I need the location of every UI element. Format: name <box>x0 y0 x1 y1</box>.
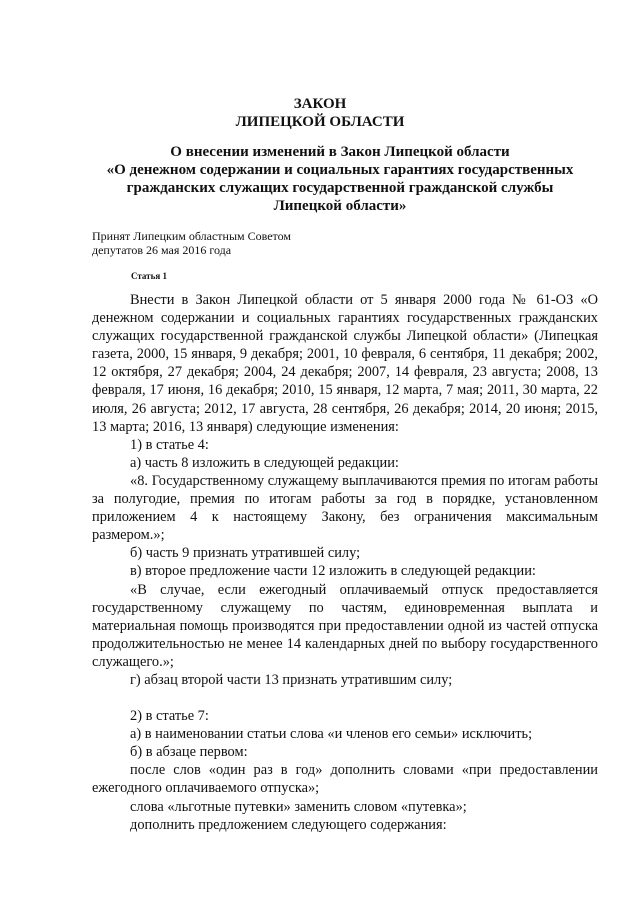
paragraph: слова «льготные путевки» заменить словом «путевка»; <box>130 798 467 815</box>
paragraph: а) в наименовании статьи слова «и членов его семьи» исключить; <box>130 726 533 743</box>
paragraph: в) второе предложение части 12 изложить в следующей редакции: <box>130 563 536 580</box>
subtitle-line: Липецкой области» <box>273 198 407 214</box>
paragraph: б) часть 9 признать утратившей силу; <box>130 545 361 562</box>
paragraph: «В случае, если ежегодный оплачиваемый отпуск предоставляется государственному служащему по частям, единовременная выплата и материальная помощь производятся при предоставлении одной из частей отпуска продолжительностью не менее 14 календарных дней по выбору государственного служащего.»; <box>92 581 598 670</box>
adoption-line: Принят Липецким областным Советом <box>92 229 291 243</box>
region-title: ЛИПЕЦКОЙ ОБЛАСТИ <box>235 114 405 130</box>
law-heading <box>0 95 640 131</box>
subtitle-line: «О денежном содержании и социальных гарантиях государственных <box>106 162 574 178</box>
spacer <box>92 689 598 707</box>
paragraph: б) в абзаце первом: <box>130 744 248 761</box>
law-title: ЗАКОН <box>293 96 347 112</box>
paragraph: Внести в Закон Липецкой области от 5 января 2000 года № 61-ОЗ «О денежном содержании и социальных гарантиях государственных гражданских служащих государственной гражданской службы Липецкой области» (Липецкая газета, 2000, 15 января, 9 декабря; 2001, 10 февраля, 6 сентября, 11 декабря; 2002, 12 октября, 27 декабря; 2004, 24 декабря; 2007, 14 февраля, 23 августа; 2008, 13 февраля, 17 июня, 16 декабря; 2010, 15 января, 12 марта, 7 мая; 2011, 30 марта, 22 июля, 26 августа; 2012, 17 августа, 28 сентября, 26 декабря; 2014, 20 июня; 2015, 13 марта; 2016, 13 января) следующие изменения: <box>92 292 598 435</box>
adoption-line: депутатов 26 мая 2016 года <box>92 243 232 257</box>
article-body <box>92 291 598 834</box>
paragraph: «8. Государственному служащему выплачиваются премия по итогам работы за полугодие, премия по итогам работы за год в порядке, установленном приложением 4 к настоящему Закону, без ограничения максимальным размером.»; <box>92 472 598 544</box>
paragraph: дополнить предложением следующего содержания: <box>130 816 447 833</box>
paragraph: г) абзац второй части 13 признать утратившим силу; <box>130 671 453 688</box>
law-subtitle <box>70 143 610 215</box>
article-label: Статья 1 <box>131 271 167 281</box>
paragraph: после слов «один раз в год» дополнить словами «при предоставлении ежегодного оплачиваемого отпуска»; <box>92 762 598 797</box>
subtitle-line: гражданских служащих государственной гражданской службы <box>126 180 554 196</box>
paragraph: а) часть 8 изложить в следующей редакции: <box>130 454 399 471</box>
adoption-note <box>92 229 291 257</box>
paragraph: 2) в статье 7: <box>130 708 209 725</box>
paragraph: 1) в статье 4: <box>130 436 209 453</box>
subtitle-line: О внесении изменений в Закон Липецкой области <box>170 144 510 160</box>
